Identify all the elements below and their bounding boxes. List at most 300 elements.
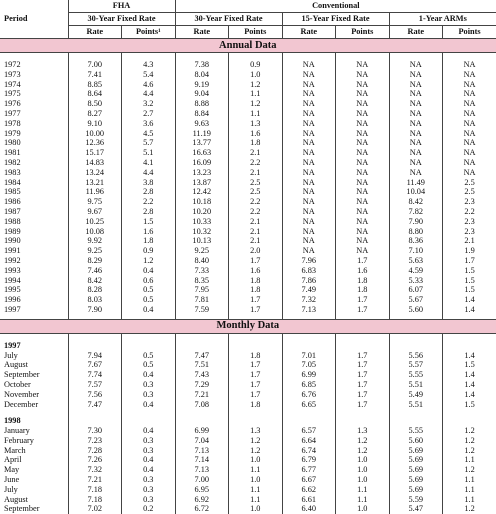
value-cell: 7.94 <box>68 351 122 361</box>
monthly-row <box>0 475 496 485</box>
value-cell: 1.2 <box>464 465 475 475</box>
value-cell: 6.74 <box>282 446 336 456</box>
fha-points-header: Points¹ <box>122 26 176 39</box>
value-cell: NA <box>389 158 443 168</box>
value-cell: NA <box>463 79 476 89</box>
value-cell: NA <box>336 197 390 207</box>
value-cell: 1.4 <box>464 389 475 399</box>
monthly-row <box>0 485 496 495</box>
value-cell: 8.42 <box>389 197 443 207</box>
period-cell: 1973 <box>0 70 68 80</box>
period-cell: September <box>0 504 68 514</box>
value-cell: 6.99 <box>282 370 336 380</box>
value-cell: 5.69 <box>389 465 443 475</box>
value-cell: NA <box>282 217 336 227</box>
value-cell: NA <box>389 89 443 99</box>
annual-row <box>0 187 496 197</box>
monthly-row <box>0 436 496 446</box>
value-cell: 2.3 <box>464 216 475 226</box>
value-cell: 7.14 <box>175 455 229 465</box>
value-cell: 7.21 <box>68 475 122 485</box>
period-cell: 1996 <box>0 295 68 305</box>
value-cell: 7.86 <box>282 276 336 286</box>
value-cell: 1.7 <box>229 370 283 380</box>
value-cell: 1.0 <box>229 70 283 80</box>
value-cell: 3.8 <box>122 178 176 188</box>
value-cell: 8.84 <box>175 109 229 119</box>
monthly-row <box>0 446 496 456</box>
value-cell: 5.47 <box>389 504 443 514</box>
value-cell: NA <box>336 158 390 168</box>
value-cell: 6.92 <box>175 495 229 505</box>
value-cell: 7.74 <box>68 370 122 380</box>
value-cell: 5.69 <box>389 446 443 456</box>
value-cell: NA <box>282 227 336 237</box>
value-cell: 1.7 <box>229 380 283 390</box>
value-cell: NA <box>463 118 476 128</box>
value-cell: 2.5 <box>229 178 283 188</box>
value-cell: NA <box>389 60 443 70</box>
value-cell: 1.7 <box>229 256 283 266</box>
value-cell: 7.00 <box>68 60 122 70</box>
value-cell: 7.38 <box>175 60 229 70</box>
value-cell: 1.2 <box>464 504 475 514</box>
value-cell: 1.8 <box>229 351 283 361</box>
value-cell: 4.59 <box>389 266 443 276</box>
value-cell: 6.07 <box>389 285 443 295</box>
value-cell: 7.30 <box>68 426 122 436</box>
value-cell: 7.13 <box>175 465 229 475</box>
value-cell: 1.7 <box>336 256 390 266</box>
value-cell: 6.85 <box>282 380 336 390</box>
value-cell: 2.1 <box>229 168 283 178</box>
value-cell: 6.77 <box>282 465 336 475</box>
period-cell: 1992 <box>0 256 68 266</box>
conv15-rate-header: Rate <box>282 26 336 39</box>
period-cell: 1994 <box>0 276 68 286</box>
value-cell: 2.2 <box>464 206 475 216</box>
value-cell: 13.77 <box>175 138 229 148</box>
value-cell: 1.3 <box>336 426 390 436</box>
monthly-row <box>0 465 496 475</box>
value-cell: 15.17 <box>68 148 122 158</box>
value-cell: 7.08 <box>175 400 229 410</box>
value-cell: 5.60 <box>389 436 443 446</box>
value-cell: 7.21 <box>175 390 229 400</box>
value-cell: 6.76 <box>282 390 336 400</box>
value-cell: 1.1 <box>229 495 283 505</box>
value-cell: 2.1 <box>229 217 283 227</box>
value-cell: NA <box>463 157 476 167</box>
value-cell: NA <box>336 178 390 188</box>
value-cell: 1.1 <box>464 475 475 485</box>
value-cell: 0.3 <box>122 446 176 456</box>
value-cell: 1.8 <box>229 285 283 295</box>
value-cell: 1.1 <box>464 484 475 494</box>
value-cell: 10.08 <box>68 227 122 237</box>
annual-row <box>0 207 496 217</box>
value-cell: 7.02 <box>68 504 122 514</box>
period-cell: April <box>0 455 68 465</box>
value-cell: NA <box>336 109 390 119</box>
value-cell: 7.90 <box>68 305 122 315</box>
value-cell: 1.7 <box>229 390 283 400</box>
value-cell: 7.90 <box>389 217 443 227</box>
value-cell: NA <box>282 70 336 80</box>
annual-row <box>0 236 496 246</box>
period-cell: 1983 <box>0 168 68 178</box>
value-cell: 6.95 <box>175 485 229 495</box>
annual-row <box>0 89 496 99</box>
conv-arm-header: 1-Year ARMs <box>389 13 496 26</box>
value-cell: 6.67 <box>282 475 336 485</box>
value-cell: 9.67 <box>68 207 122 217</box>
value-cell: 1.5 <box>464 285 475 295</box>
value-cell: 1.4 <box>464 379 475 389</box>
value-cell: 0.3 <box>122 495 176 505</box>
monthly-data-title: Monthly Data <box>0 319 496 333</box>
value-cell: 1.3 <box>229 119 283 129</box>
value-cell: 2.5 <box>229 187 283 197</box>
value-cell: NA <box>282 246 336 256</box>
value-cell: 16.09 <box>175 158 229 168</box>
annual-row <box>0 256 496 266</box>
value-cell: 7.59 <box>175 305 229 315</box>
value-cell: NA <box>336 227 390 237</box>
value-cell: 0.4 <box>122 266 176 276</box>
value-cell: NA <box>282 129 336 139</box>
value-cell: 1.1 <box>464 494 475 504</box>
value-cell: NA <box>336 99 390 109</box>
value-cell: 4.5 <box>122 129 176 139</box>
conventional-header: Conventional <box>175 0 496 13</box>
period-cell: 1989 <box>0 227 68 237</box>
value-cell: 16.63 <box>175 148 229 158</box>
value-cell: 1.7 <box>464 255 475 265</box>
value-cell: 7.01 <box>282 351 336 361</box>
value-cell: 9.04 <box>175 89 229 99</box>
value-cell: 7.41 <box>68 70 122 80</box>
annual-row <box>0 109 496 119</box>
value-cell: 7.13 <box>175 446 229 456</box>
period-cell: 1977 <box>0 109 68 119</box>
value-cell: 0.9 <box>122 246 176 256</box>
value-cell: 6.57 <box>282 426 336 436</box>
value-cell: 1.2 <box>464 426 475 436</box>
value-cell: 1.7 <box>229 360 283 370</box>
value-cell: 1.7 <box>336 380 390 390</box>
value-cell: 0.4 <box>122 465 176 475</box>
annual-row <box>0 168 496 178</box>
value-cell: 1.6 <box>229 129 283 139</box>
value-cell: 7.47 <box>175 351 229 361</box>
annual-row <box>0 227 496 237</box>
period-cell: 1987 <box>0 207 68 217</box>
value-cell: 1.4 <box>464 370 475 380</box>
value-cell: 12.36 <box>68 138 122 148</box>
value-cell: 1.4 <box>464 304 475 314</box>
arm-rate-header: Rate <box>389 26 443 39</box>
value-cell: 10.18 <box>175 197 229 207</box>
value-cell: 1.2 <box>464 435 475 445</box>
period-cell: March <box>0 446 68 456</box>
value-cell: 7.47 <box>68 400 122 410</box>
value-cell: 1.4 <box>464 295 475 305</box>
value-cell: 7.28 <box>68 446 122 456</box>
arm-points-header: Points <box>443 26 496 39</box>
value-cell: 5.55 <box>389 426 443 436</box>
value-cell: 5.57 <box>389 360 443 370</box>
value-cell: 1.7 <box>336 295 390 305</box>
value-cell: 7.33 <box>175 266 229 276</box>
value-cell: 5.69 <box>389 455 443 465</box>
value-cell: 11.49 <box>389 178 443 188</box>
annual-row <box>0 197 496 207</box>
value-cell: NA <box>463 89 476 99</box>
annual-row <box>0 138 496 148</box>
period-cell: 1993 <box>0 266 68 276</box>
value-cell: 1.7 <box>336 370 390 380</box>
value-cell: 6.83 <box>282 266 336 276</box>
value-cell: 8.03 <box>68 295 122 305</box>
value-cell: 1.6 <box>336 266 390 276</box>
value-cell: 1.2 <box>229 436 283 446</box>
value-cell: 1.3 <box>229 426 283 436</box>
value-cell: 2.3 <box>464 226 475 236</box>
annual-row <box>0 129 496 139</box>
value-cell: 5.60 <box>389 305 443 315</box>
value-cell: 8.04 <box>175 70 229 80</box>
value-cell: 13.24 <box>68 168 122 178</box>
value-cell: 0.4 <box>122 455 176 465</box>
value-cell: 0.3 <box>122 380 176 390</box>
period-cell: 1984 <box>0 178 68 188</box>
period-cell: 1991 <box>0 246 68 256</box>
value-cell: 2.3 <box>464 197 475 207</box>
value-cell: 7.82 <box>389 207 443 217</box>
value-cell: NA <box>282 236 336 246</box>
value-cell: 0.3 <box>122 390 176 400</box>
annual-row <box>0 305 496 315</box>
value-cell: NA <box>389 99 443 109</box>
value-cell: 5.33 <box>389 276 443 286</box>
value-cell: NA <box>389 80 443 90</box>
value-cell: NA <box>389 70 443 80</box>
value-cell: 4.3 <box>122 60 176 70</box>
monthly-row <box>0 351 496 361</box>
monthly-row <box>0 504 496 514</box>
value-cell: 0.5 <box>122 360 176 370</box>
value-cell: 0.5 <box>122 351 176 361</box>
value-cell: NA <box>282 197 336 207</box>
value-cell: 13.87 <box>175 178 229 188</box>
fha-rate-header: Rate <box>68 26 122 39</box>
value-cell: 1.7 <box>336 360 390 370</box>
value-cell: NA <box>336 129 390 139</box>
value-cell: 2.1 <box>229 236 283 246</box>
value-cell: 7.29 <box>175 380 229 390</box>
annual-row <box>0 295 496 305</box>
conv15-points-header: Points <box>336 26 390 39</box>
value-cell: NA <box>463 128 476 138</box>
value-cell: 0.4 <box>122 305 176 315</box>
value-cell: NA <box>336 80 390 90</box>
period-cell: June <box>0 475 68 485</box>
value-cell: 9.10 <box>68 119 122 129</box>
value-cell: 5.67 <box>389 295 443 305</box>
value-cell: 5.4 <box>122 70 176 80</box>
value-cell: 1.8 <box>336 276 390 286</box>
value-cell: 1.2 <box>229 446 283 456</box>
value-cell: 5.1 <box>122 148 176 158</box>
value-cell: 5.69 <box>389 485 443 495</box>
value-cell: 10.25 <box>68 217 122 227</box>
period-header: Period <box>0 0 68 39</box>
conv-15yr-header: 15-Year Fixed Rate <box>282 13 389 26</box>
table-header <box>0 0 496 39</box>
value-cell: NA <box>463 167 476 177</box>
value-cell: 1.7 <box>336 400 390 410</box>
value-cell: 2.8 <box>122 187 176 197</box>
value-cell: 6.65 <box>282 400 336 410</box>
value-cell: 1.5 <box>464 265 475 275</box>
value-cell: 1.5 <box>464 399 475 409</box>
value-cell: NA <box>282 158 336 168</box>
value-cell: 1.5 <box>464 275 475 285</box>
fha-30yr-header: 30-Year Fixed Rate <box>68 13 175 26</box>
value-cell: 5.7 <box>122 138 176 148</box>
value-cell: NA <box>463 99 476 109</box>
value-cell: 1.8 <box>229 138 283 148</box>
period-cell: February <box>0 436 68 446</box>
value-cell: 7.95 <box>175 285 229 295</box>
value-cell: 9.25 <box>68 246 122 256</box>
value-cell: 1.0 <box>336 475 390 485</box>
value-cell: 5.51 <box>389 400 443 410</box>
value-cell: 0.3 <box>122 475 176 485</box>
value-cell: 5.63 <box>389 256 443 266</box>
value-cell: NA <box>336 138 390 148</box>
annual-row <box>0 246 496 256</box>
value-cell: 1.7 <box>336 390 390 400</box>
value-cell: NA <box>336 119 390 129</box>
value-cell: 5.51 <box>389 380 443 390</box>
period-cell: 1985 <box>0 187 68 197</box>
period-cell: 1978 <box>0 119 68 129</box>
period-cell: 1976 <box>0 99 68 109</box>
value-cell: 1.8 <box>229 276 283 286</box>
value-cell: NA <box>336 148 390 158</box>
value-cell: 2.5 <box>464 187 475 197</box>
value-cell: 3.6 <box>122 119 176 129</box>
value-cell: 1.1 <box>336 485 390 495</box>
value-cell: 9.92 <box>68 236 122 246</box>
annual-row <box>0 217 496 227</box>
value-cell: 7.04 <box>175 436 229 446</box>
value-cell: 8.88 <box>175 99 229 109</box>
value-cell: NA <box>336 168 390 178</box>
value-cell: 2.1 <box>229 148 283 158</box>
value-cell: 7.46 <box>68 266 122 276</box>
annual-row <box>0 99 496 109</box>
value-cell: NA <box>463 60 476 69</box>
year-heading: 1997 <box>0 341 68 351</box>
value-cell: 1.0 <box>336 455 390 465</box>
value-cell: 5.56 <box>389 351 443 361</box>
value-cell: 10.04 <box>389 187 443 197</box>
value-cell: 7.32 <box>68 465 122 475</box>
value-cell: 6.40 <box>282 504 336 514</box>
monthly-row <box>0 455 496 465</box>
value-cell: 5.69 <box>389 475 443 485</box>
value-cell: 0.4 <box>122 370 176 380</box>
monthly-row <box>0 370 496 380</box>
period-cell: 1975 <box>0 89 68 99</box>
value-cell: 11.96 <box>68 187 122 197</box>
value-cell: 8.42 <box>68 276 122 286</box>
value-cell: NA <box>336 236 390 246</box>
value-cell: 7.56 <box>68 390 122 400</box>
value-cell: 9.19 <box>175 80 229 90</box>
value-cell: 7.96 <box>282 256 336 266</box>
value-cell: 1.2 <box>336 446 390 456</box>
value-cell: 1.1 <box>229 465 283 475</box>
value-cell: 7.18 <box>68 495 122 505</box>
value-cell: NA <box>282 187 336 197</box>
value-cell: 7.32 <box>282 295 336 305</box>
annual-row <box>0 80 496 90</box>
value-cell: NA <box>336 187 390 197</box>
value-cell: NA <box>282 89 336 99</box>
value-cell: NA <box>282 207 336 217</box>
value-cell: 4.4 <box>122 168 176 178</box>
value-cell: 1.1 <box>336 495 390 505</box>
value-cell: NA <box>336 70 390 80</box>
period-cell: 1997 <box>0 305 68 315</box>
value-cell: NA <box>389 138 443 148</box>
monthly-row <box>0 400 496 410</box>
value-cell: 0.9 <box>229 60 283 70</box>
value-cell: NA <box>336 207 390 217</box>
monthly-row <box>0 380 496 390</box>
annual-row <box>0 119 496 129</box>
period-cell: July <box>0 485 68 495</box>
value-cell: 1.7 <box>229 295 283 305</box>
annual-data-section <box>0 39 496 320</box>
value-cell: NA <box>389 129 443 139</box>
value-cell: 7.51 <box>175 360 229 370</box>
value-cell: 5.55 <box>389 370 443 380</box>
value-cell: NA <box>389 168 443 178</box>
monthly-row <box>0 390 496 400</box>
value-cell: 1.1 <box>464 455 475 465</box>
period-cell: 1979 <box>0 129 68 139</box>
value-cell: NA <box>282 119 336 129</box>
value-cell: 8.36 <box>389 236 443 246</box>
value-cell: 3.2 <box>122 99 176 109</box>
value-cell: 1.0 <box>229 455 283 465</box>
value-cell: 8.64 <box>68 89 122 99</box>
value-cell: 4.4 <box>122 89 176 99</box>
value-cell: NA <box>463 138 476 148</box>
period-cell: September <box>0 370 68 380</box>
value-cell: NA <box>336 217 390 227</box>
value-cell: 12.42 <box>175 187 229 197</box>
period-cell: 1982 <box>0 158 68 168</box>
period-cell: November <box>0 390 68 400</box>
year-heading: 1998 <box>0 416 68 426</box>
value-cell: 5.49 <box>389 390 443 400</box>
